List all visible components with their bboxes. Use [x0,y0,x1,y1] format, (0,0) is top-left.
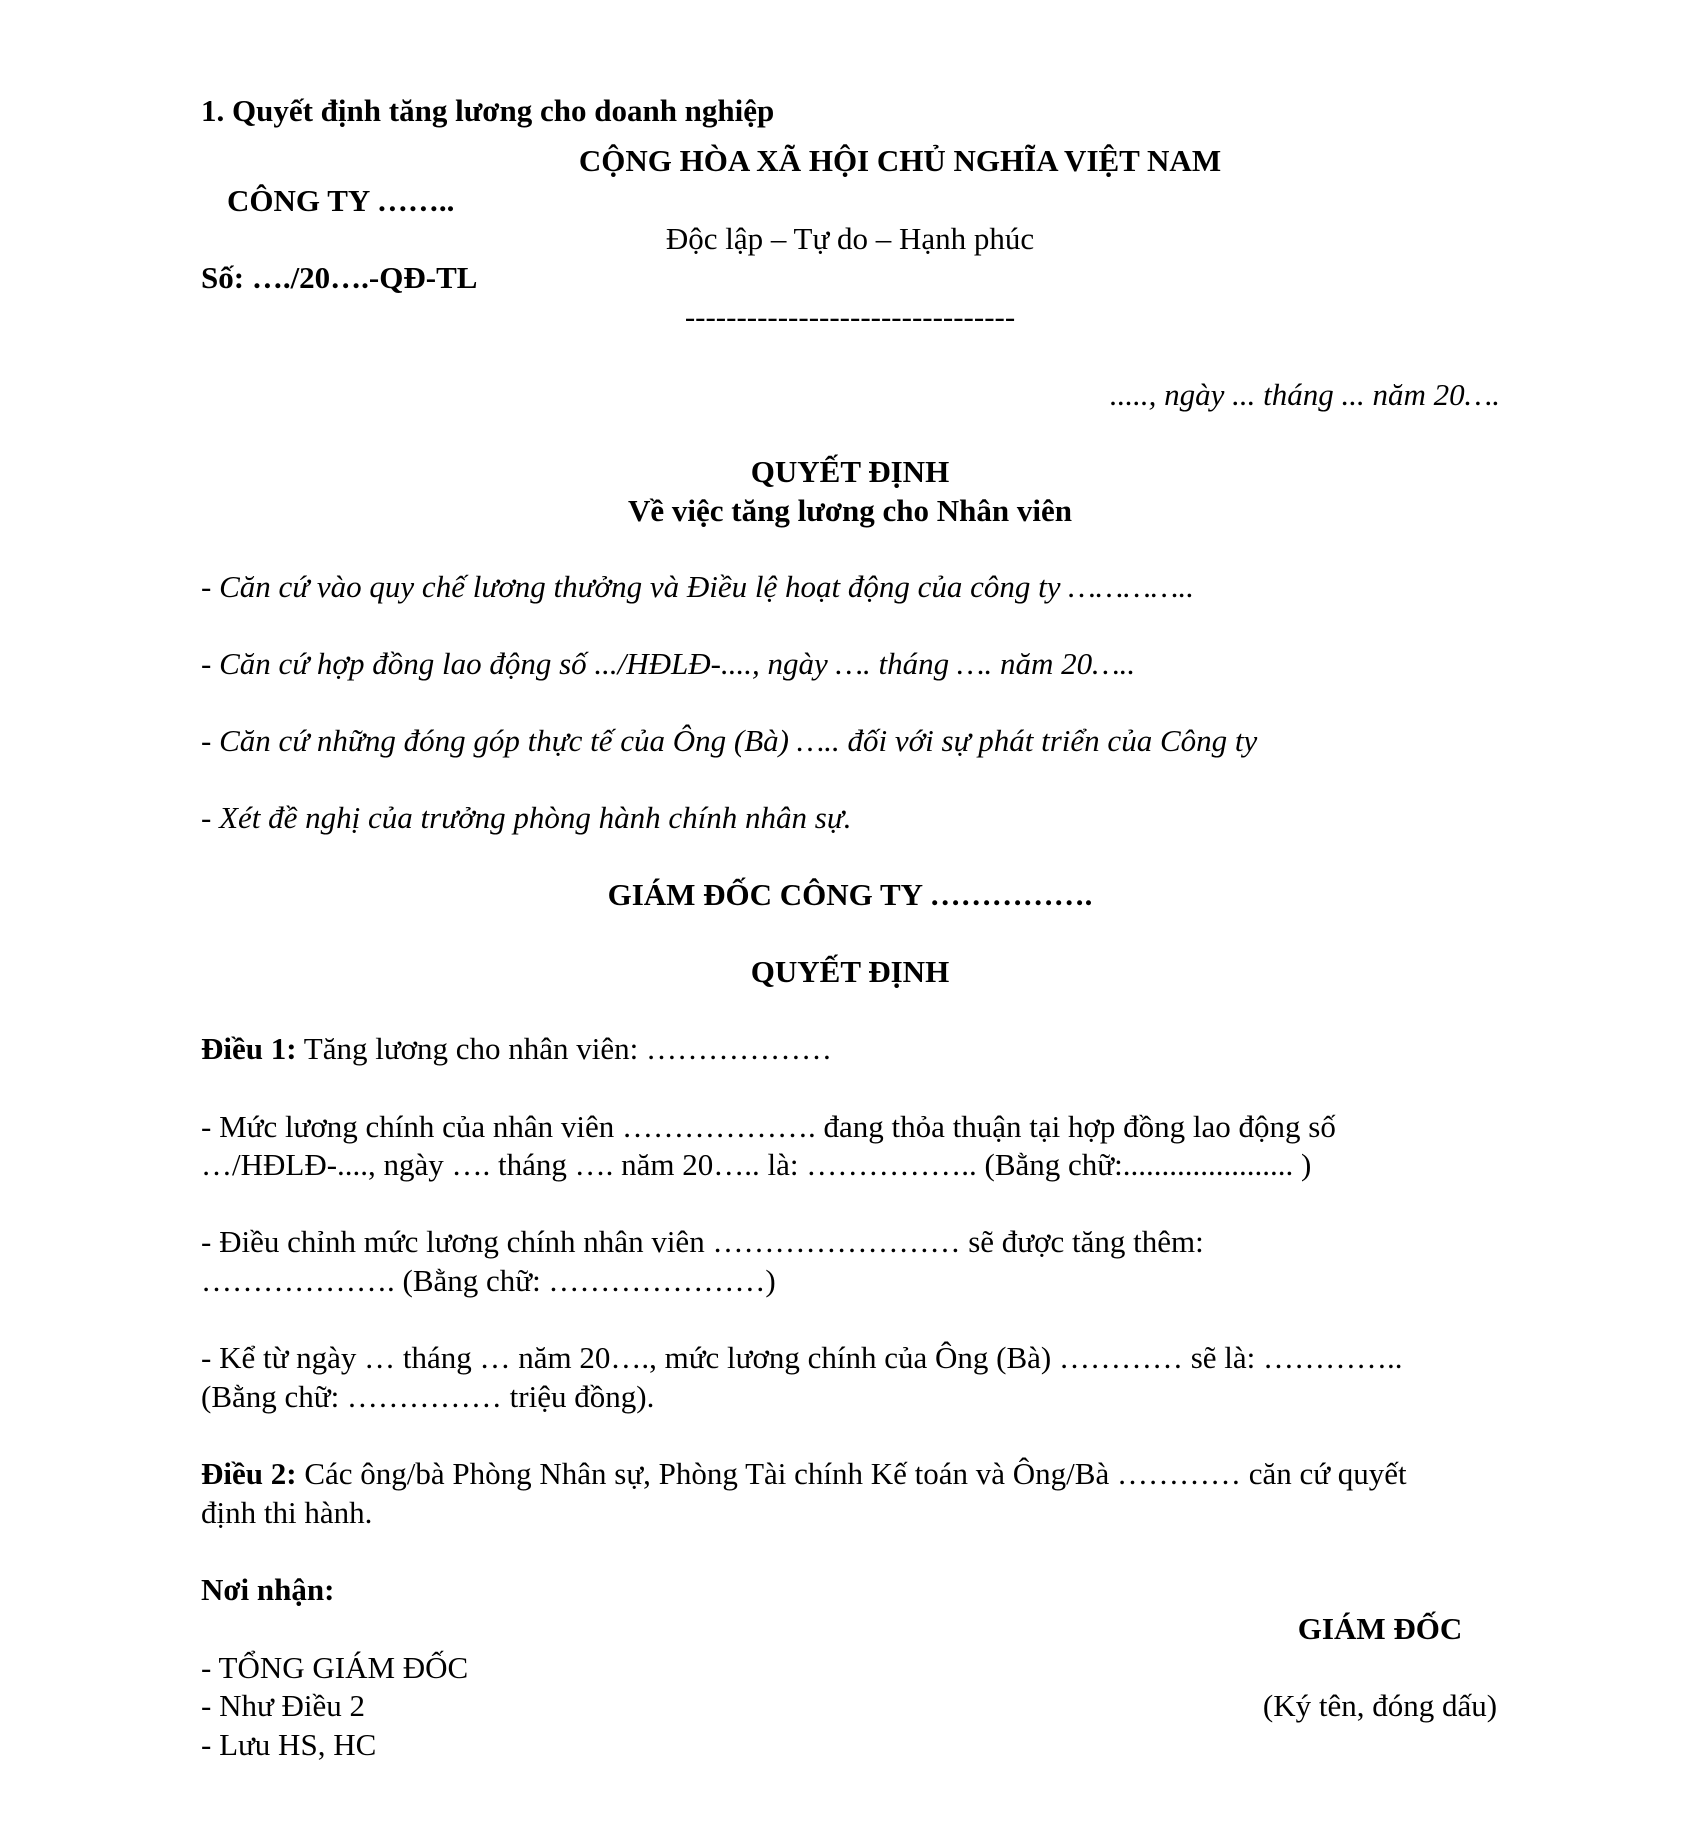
recipient-item: - TỔNG GIÁM ĐỐC [201,1650,469,1685]
decision-heading: QUYẾT ĐỊNH [750,954,950,989]
article-1-label: Điều 1: [201,1031,297,1066]
recipient-item: - Như Điều 2 [201,1688,366,1723]
basis-item: - Căn cứ những đóng góp thực tế của Ông (Bà) ….. đối với sự phát triển của Công ty [201,723,1258,758]
section-heading: 1. Quyết định tăng lương cho doanh nghiệp [201,93,775,128]
nation-title: CỘNG HÒA XÃ HỘI CHỦ NGHĨA VIỆT NAM [578,143,1222,178]
article-1 [201,1030,832,1068]
company-name: CÔNG TY …….. [227,183,455,218]
header-separator: -------------------------------- [684,299,1016,334]
article-2-text: Các ông/bà Phòng Nhân sự, Phòng Tài chính Kế toán và Ông/Bà ………… căn cứ quyết [296,1456,1407,1491]
basis-item: - Căn cứ hợp đồng lao động số .../HĐLĐ-...., ngày …. tháng …. năm 20….. [201,646,1136,681]
article-1-item-cont: (Bằng chữ: …………… triệu đồng). [201,1379,655,1414]
signature-note: (Ký tên, đóng dấu) [1262,1688,1498,1723]
motto: Độc lập – Tự do – Hạnh phúc [665,221,1035,256]
document-subject: Về việc tăng lương cho Nhân viên [628,493,1072,528]
date-line: ....., ngày ... tháng ... năm 20…. [1109,377,1500,412]
article-1-item: - Kể từ ngày … tháng … năm 20…., mức lương chính của Ông (Bà) ………… sẽ là: ………….. [201,1340,1403,1375]
article-1-text: Tăng lương cho nhân viên: ……………… [296,1031,833,1066]
article-2-cont: định thi hành. [201,1495,373,1530]
article-1-item-cont: ………………. (Bằng chữ: …………………) [201,1263,776,1298]
article-2-label: Điều 2: [201,1456,297,1491]
document-number: Số: …./20….-QĐ-TL [201,260,478,295]
article-2 [201,1455,1407,1493]
basis-item: - Xét đề nghị của trưởng phòng hành chính nhân sự. [201,800,852,835]
basis-item: - Căn cứ vào quy chế lương thưởng và Điều lệ hoạt động của công ty ………….. [201,569,1194,604]
document-title: QUYẾT ĐỊNH [750,454,950,489]
article-1-item: - Điều chỉnh mức lương chính nhân viên …………………… sẽ được tăng thêm: [201,1224,1204,1259]
recipients-heading: Nơi nhận: [201,1572,335,1607]
article-1-item: - Mức lương chính của nhân viên ………………. đang thỏa thuận tại hợp đồng lao động số [201,1109,1336,1144]
recipient-item: - Lưu HS, HC [201,1727,377,1762]
signature-title: GIÁM ĐỐC [1297,1611,1463,1646]
authority-heading: GIÁM ĐỐC CÔNG TY ……………. [607,877,1093,912]
article-1-item-cont: …/HĐLĐ-...., ngày …. tháng …. năm 20….. là: …………….. (Bằng chữ:...................... ) [201,1147,1312,1182]
